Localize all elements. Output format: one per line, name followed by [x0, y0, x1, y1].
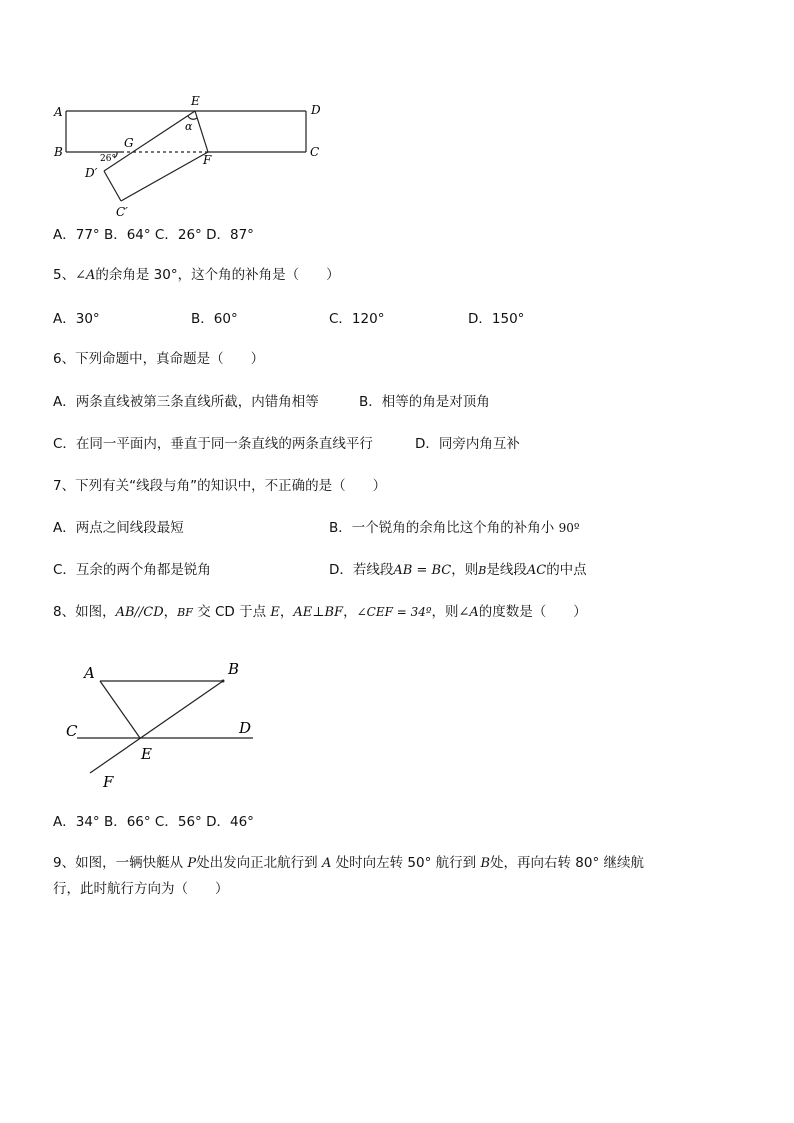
q7-option-c: C．互余的两个角都是锐角 — [53, 562, 211, 578]
q6-option-d: D．同旁内角互补 — [415, 436, 520, 452]
label-C-prime: C′ — [116, 205, 128, 219]
q6-option-a: A．两条直线被第三条直线所截，内错角相等 — [53, 394, 319, 410]
label-angle-26: 26° — [100, 154, 116, 164]
label-E: E — [191, 94, 200, 108]
q6-option-b: B．相等的角是对顶角 — [359, 394, 490, 410]
label-C: C — [310, 145, 320, 159]
label-alpha: α — [185, 120, 193, 133]
q5-option-c: C．120° — [329, 311, 385, 327]
q7-option-a: A．两点之间线段最短 — [53, 520, 184, 536]
label-A: A — [54, 105, 63, 119]
q4-options: A．77° B．64° C．26° D．87° — [53, 227, 254, 243]
q7-option-b: B．一个锐角的余角比这个角的补角小 90º — [329, 520, 580, 536]
q6-stem: 6、下列命题中，真命题是（ ） — [53, 351, 265, 367]
label-E: E — [141, 745, 152, 763]
label-G: G — [124, 136, 134, 150]
label-B: B — [228, 660, 240, 678]
label-F: F — [103, 773, 114, 791]
q8-options: A．34° B．66° C．56° D．46° — [53, 814, 254, 830]
q5-stem: 5、∠A的余角是 30°，这个角的补角是（ ） — [53, 267, 340, 283]
label-A: A — [84, 664, 95, 682]
label-C: C — [66, 722, 78, 740]
q9-stem-line1: 9、如图，一辆快艇从 P处出发向正北航行到 A 处时向左转 50° 航行到 B处，再向右转 80° 继续航 — [53, 855, 645, 871]
q7-option-d: D．若线段AB = BC，则B是线段AC的中点 — [329, 562, 587, 578]
label-D: D — [311, 103, 321, 117]
q5-option-d: D．150° — [468, 311, 525, 327]
fold-figure — [48, 92, 338, 222]
q9-stem-line2: 行，此时航行方向为（ ） — [53, 881, 229, 897]
label-B: B — [54, 145, 63, 159]
q7-stem: 7、下列有关“线段与角”的知识中，不正确的是（ ） — [53, 478, 387, 494]
q8-stem: 8、如图，AB//CD，BF 交 CD 于点 E，AE⊥BF，∠CEF = 34º，则∠A的度数是（ ） — [53, 604, 587, 620]
q5-option-b: B．60° — [191, 311, 238, 327]
q5-option-a: A．30° — [53, 311, 100, 327]
label-D-prime: D′ — [85, 166, 98, 180]
label-D: D — [239, 719, 252, 737]
q6-option-c: C．在同一平面内，垂直于同一条直线的两条直线平行 — [53, 436, 373, 452]
parallel-lines-figure — [60, 652, 270, 797]
label-F: F — [203, 153, 212, 167]
